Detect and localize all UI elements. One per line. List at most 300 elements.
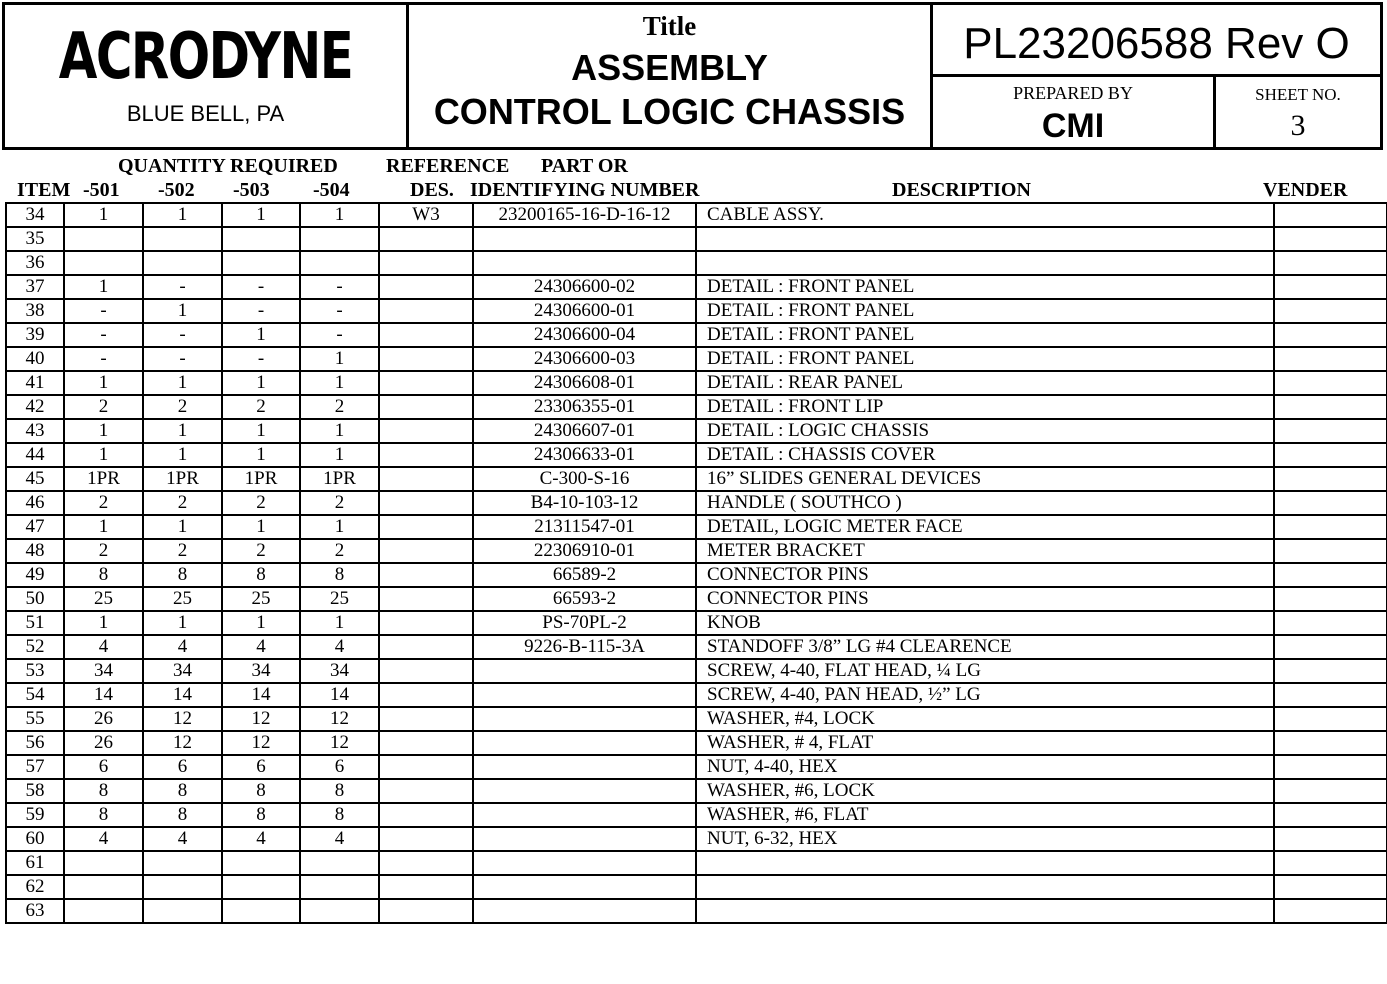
qty-501-cell: 2 xyxy=(64,491,143,515)
vender-cell xyxy=(1274,467,1387,491)
reference-des-cell xyxy=(379,611,473,635)
qty-503-cell: 1 xyxy=(222,203,300,227)
vender-cell xyxy=(1274,779,1387,803)
qty-503-cell: 12 xyxy=(222,731,300,755)
vender-cell xyxy=(1274,275,1387,299)
qty-502-cell: 2 xyxy=(143,395,222,419)
vender-cell xyxy=(1274,587,1387,611)
description-cell: CONNECTOR PINS xyxy=(696,563,1274,587)
qty-503-cell: 1 xyxy=(222,419,300,443)
reference-des-cell: W3 xyxy=(379,203,473,227)
part-number-cell xyxy=(473,683,696,707)
vender-cell xyxy=(1274,803,1387,827)
qty-504-cell: 2 xyxy=(300,539,379,563)
qty-502-cell: 2 xyxy=(143,539,222,563)
qty-503-cell: 1 xyxy=(222,323,300,347)
part-number-cell: 22306910-01 xyxy=(473,539,696,563)
qty-504-cell: 8 xyxy=(300,803,379,827)
reference-des-cell xyxy=(379,587,473,611)
qty-501-cell: 26 xyxy=(64,707,143,731)
vender-cell xyxy=(1274,659,1387,683)
part-number-cell xyxy=(473,659,696,683)
table-row xyxy=(6,515,1387,539)
reference-des-cell xyxy=(379,755,473,779)
prepared-by-value: CMI xyxy=(1041,107,1105,145)
qty-503-cell: 1PR xyxy=(222,467,300,491)
qty-504-cell: 12 xyxy=(300,731,379,755)
item-cell: 43 xyxy=(6,419,64,443)
qty-504-cell: - xyxy=(300,299,379,323)
part-number-cell: 23200165-16-D-16-12 xyxy=(473,203,696,227)
description-cell xyxy=(696,251,1274,275)
part-number-cell: C-300-S-16 xyxy=(473,467,696,491)
description-cell: DETAIL : FRONT PANEL xyxy=(696,323,1274,347)
qty-504-cell: 1 xyxy=(300,611,379,635)
qty-504-cell xyxy=(300,851,379,875)
qty-503-cell: 1 xyxy=(222,443,300,467)
vender-cell xyxy=(1274,251,1387,275)
qty-501-cell: 6 xyxy=(64,755,143,779)
qty-502-cell: 1 xyxy=(143,203,222,227)
qty-501-cell xyxy=(64,251,143,275)
part-number-cell: 24306600-01 xyxy=(473,299,696,323)
description-cell: DETAIL : FRONT LIP xyxy=(696,395,1274,419)
qty-504-cell: 2 xyxy=(300,491,379,515)
identifying-number-header: IDENTIFYING NUMBER xyxy=(470,179,700,201)
qty-503-cell: 1 xyxy=(222,611,300,635)
vender-header: VENDER xyxy=(1263,179,1348,201)
reference-header: REFERENCE xyxy=(386,155,510,177)
qty-502-cell: 1 xyxy=(143,443,222,467)
item-cell: 34 xyxy=(6,203,64,227)
vender-cell xyxy=(1274,299,1387,323)
qty-501-cell: 8 xyxy=(64,779,143,803)
reference-des-cell xyxy=(379,683,473,707)
qty-503-cell xyxy=(222,227,300,251)
qty-504-cell: 1 xyxy=(300,371,379,395)
part-number-cell: 24306607-01 xyxy=(473,419,696,443)
qty-502-cell: 6 xyxy=(143,755,222,779)
part-number-cell xyxy=(473,731,696,755)
qty-503-cell: 12 xyxy=(222,707,300,731)
part-list-number: PL23206588 Rev O xyxy=(963,19,1350,68)
table-row xyxy=(6,587,1387,611)
vender-cell xyxy=(1274,851,1387,875)
qty-503-cell: 4 xyxy=(222,635,300,659)
description-cell: WASHER, #4, LOCK xyxy=(696,707,1274,731)
vender-cell xyxy=(1274,683,1387,707)
company-block xyxy=(5,5,409,147)
item-cell: 39 xyxy=(6,323,64,347)
part-number-cell: 24306608-01 xyxy=(473,371,696,395)
table-row xyxy=(6,611,1387,635)
table-row xyxy=(6,731,1387,755)
item-cell: 62 xyxy=(6,875,64,899)
qty-502-cell: 1 xyxy=(143,515,222,539)
qty-504-cell: 8 xyxy=(300,563,379,587)
part-number-cell xyxy=(473,827,696,851)
part-number-cell: 21311547-01 xyxy=(473,515,696,539)
reference-des-cell xyxy=(379,875,473,899)
vender-cell xyxy=(1274,443,1387,467)
table-row xyxy=(6,467,1387,491)
vender-cell xyxy=(1274,875,1387,899)
description-cell: WASHER, #6, LOCK xyxy=(696,779,1274,803)
qty-504-cell xyxy=(300,227,379,251)
qty-504-cell: - xyxy=(300,323,379,347)
title-label: Title xyxy=(642,11,697,41)
reference-des-cell xyxy=(379,827,473,851)
reference-des-cell xyxy=(379,731,473,755)
part-number-cell: B4-10-103-12 xyxy=(473,491,696,515)
reference-des-cell xyxy=(379,251,473,275)
table-row xyxy=(6,899,1387,923)
qty-504-cell xyxy=(300,251,379,275)
vender-cell xyxy=(1274,731,1387,755)
item-cell: 52 xyxy=(6,635,64,659)
qty-504-cell: 4 xyxy=(300,827,379,851)
qty-502-cell: 14 xyxy=(143,683,222,707)
sheet-number-value: 3 xyxy=(1290,109,1306,142)
prepared-by-block xyxy=(933,77,1216,147)
reference-des-cell xyxy=(379,275,473,299)
description-cell: DETAIL : FRONT PANEL xyxy=(696,347,1274,371)
qty-504-cell: 12 xyxy=(300,707,379,731)
reference-des-cell xyxy=(379,347,473,371)
qty-504-header: -504 xyxy=(313,179,350,201)
table-row xyxy=(6,683,1387,707)
qty-501-cell: 1 xyxy=(64,419,143,443)
qty-502-cell: 4 xyxy=(143,827,222,851)
qty-502-cell xyxy=(143,899,222,923)
table-row xyxy=(6,275,1387,299)
description-cell: CABLE ASSY. xyxy=(696,203,1274,227)
item-cell: 59 xyxy=(6,803,64,827)
table-row xyxy=(6,251,1387,275)
vender-cell xyxy=(1274,707,1387,731)
qty-502-cell: 1 xyxy=(143,611,222,635)
qty-502-cell: 8 xyxy=(143,563,222,587)
vender-cell xyxy=(1274,755,1387,779)
qty-501-cell: 34 xyxy=(64,659,143,683)
part-number-cell: PS-70PL-2 xyxy=(473,611,696,635)
item-cell: 56 xyxy=(6,731,64,755)
table-row xyxy=(6,707,1387,731)
qty-501-cell: 2 xyxy=(64,539,143,563)
qty-504-cell: - xyxy=(300,275,379,299)
vender-cell xyxy=(1274,395,1387,419)
item-cell: 35 xyxy=(6,227,64,251)
title-block xyxy=(2,2,1383,150)
item-cell: 63 xyxy=(6,899,64,923)
table-row xyxy=(6,395,1387,419)
qty-501-cell: 4 xyxy=(64,827,143,851)
item-cell: 47 xyxy=(6,515,64,539)
qty-502-cell: - xyxy=(143,275,222,299)
item-header: ITEM xyxy=(17,179,71,201)
qty-503-cell: 2 xyxy=(222,491,300,515)
title-line-1: ASSEMBLY xyxy=(571,47,768,88)
qty-503-cell: - xyxy=(222,275,300,299)
qty-501-cell: 14 xyxy=(64,683,143,707)
reference-des-cell xyxy=(379,419,473,443)
description-cell: NUT, 4-40, HEX xyxy=(696,755,1274,779)
parts-list-table xyxy=(5,202,1387,924)
part-number-cell xyxy=(473,803,696,827)
reference-des-cell xyxy=(379,563,473,587)
item-cell: 48 xyxy=(6,539,64,563)
qty-502-cell: 2 xyxy=(143,491,222,515)
qty-504-cell: 1PR xyxy=(300,467,379,491)
qty-502-cell: 12 xyxy=(143,731,222,755)
qty-503-cell xyxy=(222,251,300,275)
qty-501-cell: 1 xyxy=(64,611,143,635)
qty-501-cell: 1 xyxy=(64,203,143,227)
part-list-number-block xyxy=(933,5,1380,77)
vender-cell xyxy=(1274,419,1387,443)
reference-des-cell xyxy=(379,323,473,347)
table-row xyxy=(6,851,1387,875)
item-cell: 44 xyxy=(6,443,64,467)
reference-des-cell xyxy=(379,659,473,683)
vender-cell xyxy=(1274,539,1387,563)
qty-502-cell: 1PR xyxy=(143,467,222,491)
item-cell: 61 xyxy=(6,851,64,875)
sheet-number-label: SHEET NO. xyxy=(1255,85,1341,104)
item-cell: 50 xyxy=(6,587,64,611)
description-cell xyxy=(696,851,1274,875)
qty-503-cell: 4 xyxy=(222,827,300,851)
qty-504-cell: 25 xyxy=(300,587,379,611)
part-or-header: PART OR xyxy=(541,155,628,177)
qty-502-cell: 4 xyxy=(143,635,222,659)
qty-503-cell: 2 xyxy=(222,395,300,419)
item-cell: 40 xyxy=(6,347,64,371)
qty-504-cell: 14 xyxy=(300,683,379,707)
qty-502-cell xyxy=(143,875,222,899)
reference-des-cell xyxy=(379,467,473,491)
qty-501-cell: 26 xyxy=(64,731,143,755)
part-number-cell xyxy=(473,779,696,803)
description-cell: METER BRACKET xyxy=(696,539,1274,563)
item-cell: 36 xyxy=(6,251,64,275)
reference-des-cell xyxy=(379,515,473,539)
qty-502-cell: 1 xyxy=(143,419,222,443)
reference-des-cell xyxy=(379,851,473,875)
qty-502-cell xyxy=(143,251,222,275)
qty-501-cell: 8 xyxy=(64,563,143,587)
qty-501-cell: - xyxy=(64,299,143,323)
qty-503-cell: 8 xyxy=(222,779,300,803)
vender-cell xyxy=(1274,227,1387,251)
qty-503-cell: 8 xyxy=(222,803,300,827)
reference-des-cell xyxy=(379,539,473,563)
description-cell: WASHER, # 4, FLAT xyxy=(696,731,1274,755)
qty-502-cell: - xyxy=(143,347,222,371)
qty-504-cell xyxy=(300,875,379,899)
reference-des-cell xyxy=(379,803,473,827)
qty-501-cell xyxy=(64,875,143,899)
table-row xyxy=(6,875,1387,899)
qty-504-cell: 1 xyxy=(300,419,379,443)
table-row xyxy=(6,635,1387,659)
description-cell: DETAIL, LOGIC METER FACE xyxy=(696,515,1274,539)
table-row xyxy=(6,371,1387,395)
description-cell: DETAIL : CHASSIS COVER xyxy=(696,443,1274,467)
reference-des-cell xyxy=(379,779,473,803)
reference-des-cell xyxy=(379,443,473,467)
qty-503-cell: 6 xyxy=(222,755,300,779)
description-cell: SCREW, 4-40, PAN HEAD, ½” LG xyxy=(696,683,1274,707)
prepared-by-label: PREPARED BY xyxy=(1013,83,1133,103)
table-row xyxy=(6,659,1387,683)
part-number-cell: 23306355-01 xyxy=(473,395,696,419)
reference-des-cell xyxy=(379,299,473,323)
table-row xyxy=(6,347,1387,371)
description-cell xyxy=(696,875,1274,899)
part-number-cell xyxy=(473,227,696,251)
qty-503-cell xyxy=(222,851,300,875)
sheet-number-block xyxy=(1216,77,1380,147)
item-cell: 49 xyxy=(6,563,64,587)
table-row xyxy=(6,491,1387,515)
table-row xyxy=(6,779,1387,803)
reference-des-cell xyxy=(379,227,473,251)
vender-cell xyxy=(1274,347,1387,371)
item-cell: 45 xyxy=(6,467,64,491)
description-cell xyxy=(696,899,1274,923)
qty-501-cell: 1 xyxy=(64,443,143,467)
table-row xyxy=(6,563,1387,587)
table-row xyxy=(6,323,1387,347)
part-number-cell xyxy=(473,251,696,275)
vender-cell xyxy=(1274,563,1387,587)
item-cell: 51 xyxy=(6,611,64,635)
qty-502-cell: 8 xyxy=(143,803,222,827)
part-number-cell xyxy=(473,707,696,731)
part-number-cell: 24306633-01 xyxy=(473,443,696,467)
item-cell: 60 xyxy=(6,827,64,851)
qty-504-cell: 1 xyxy=(300,347,379,371)
qty-502-cell xyxy=(143,851,222,875)
qty-504-cell: 8 xyxy=(300,779,379,803)
company-location: BLUE BELL, PA xyxy=(126,101,285,126)
qty-504-cell: 4 xyxy=(300,635,379,659)
qty-502-cell: - xyxy=(143,323,222,347)
quantity-required-header: QUANTITY REQUIRED xyxy=(118,155,338,177)
vender-cell xyxy=(1274,611,1387,635)
description-cell: DETAIL : FRONT PANEL xyxy=(696,299,1274,323)
qty-501-cell xyxy=(64,851,143,875)
description-cell: HANDLE ( SOUTHCO ) xyxy=(696,491,1274,515)
item-cell: 42 xyxy=(6,395,64,419)
reference-des-cell xyxy=(379,491,473,515)
table-row xyxy=(6,227,1387,251)
table-row xyxy=(6,299,1387,323)
qty-503-cell: 25 xyxy=(222,587,300,611)
description-cell: SCREW, 4-40, FLAT HEAD, ¼ LG xyxy=(696,659,1274,683)
qty-502-cell: 12 xyxy=(143,707,222,731)
description-cell: DETAIL : FRONT PANEL xyxy=(696,275,1274,299)
vender-cell xyxy=(1274,899,1387,923)
table-row xyxy=(6,443,1387,467)
qty-501-cell xyxy=(64,227,143,251)
part-number-cell: 66593-2 xyxy=(473,587,696,611)
item-cell: 38 xyxy=(6,299,64,323)
item-cell: 57 xyxy=(6,755,64,779)
description-cell: 16” SLIDES GENERAL DEVICES xyxy=(696,467,1274,491)
vender-cell xyxy=(1274,371,1387,395)
reference-des-cell xyxy=(379,707,473,731)
table-row xyxy=(6,203,1387,227)
qty-501-cell: 1 xyxy=(64,275,143,299)
table-row xyxy=(6,419,1387,443)
part-number-cell xyxy=(473,899,696,923)
vender-cell xyxy=(1274,827,1387,851)
qty-502-cell: 25 xyxy=(143,587,222,611)
qty-501-cell: 8 xyxy=(64,803,143,827)
item-cell: 55 xyxy=(6,707,64,731)
part-number-cell xyxy=(473,851,696,875)
qty-503-cell xyxy=(222,899,300,923)
company-logo: ACRODYNE xyxy=(58,20,353,94)
table-row xyxy=(6,539,1387,563)
description-cell: NUT, 6-32, HEX xyxy=(696,827,1274,851)
description-cell: KNOB xyxy=(696,611,1274,635)
qty-502-header: -502 xyxy=(158,179,195,201)
part-number-cell: 24306600-02 xyxy=(473,275,696,299)
item-cell: 53 xyxy=(6,659,64,683)
qty-503-cell xyxy=(222,875,300,899)
part-number-cell: 24306600-04 xyxy=(473,323,696,347)
qty-501-cell: 1PR xyxy=(64,467,143,491)
part-number-cell: 9226-B-115-3A xyxy=(473,635,696,659)
description-cell xyxy=(696,227,1274,251)
qty-501-cell: - xyxy=(64,347,143,371)
vender-cell xyxy=(1274,635,1387,659)
qty-501-header: -501 xyxy=(83,179,120,201)
qty-504-cell xyxy=(300,899,379,923)
qty-501-cell: 1 xyxy=(64,515,143,539)
item-cell: 41 xyxy=(6,371,64,395)
vender-cell xyxy=(1274,323,1387,347)
description-cell: WASHER, #6, FLAT xyxy=(696,803,1274,827)
reference-des-cell xyxy=(379,395,473,419)
qty-504-cell: 2 xyxy=(300,395,379,419)
qty-503-cell: 14 xyxy=(222,683,300,707)
qty-501-cell: 1 xyxy=(64,371,143,395)
qty-504-cell: 1 xyxy=(300,443,379,467)
qty-503-header: -503 xyxy=(233,179,270,201)
qty-503-cell: 34 xyxy=(222,659,300,683)
qty-501-cell: 25 xyxy=(64,587,143,611)
qty-502-cell: 8 xyxy=(143,779,222,803)
item-cell: 58 xyxy=(6,779,64,803)
vender-cell xyxy=(1274,203,1387,227)
title-block-title xyxy=(409,5,933,147)
part-number-cell xyxy=(473,755,696,779)
table-row xyxy=(6,755,1387,779)
qty-502-cell xyxy=(143,227,222,251)
qty-501-cell xyxy=(64,899,143,923)
vender-cell xyxy=(1274,491,1387,515)
description-cell: STANDOFF 3/8” LG #4 CLEARENCE xyxy=(696,635,1274,659)
part-number-cell: 24306600-03 xyxy=(473,347,696,371)
qty-501-cell: 4 xyxy=(64,635,143,659)
description-cell: CONNECTOR PINS xyxy=(696,587,1274,611)
qty-504-cell: 34 xyxy=(300,659,379,683)
qty-503-cell: - xyxy=(222,299,300,323)
